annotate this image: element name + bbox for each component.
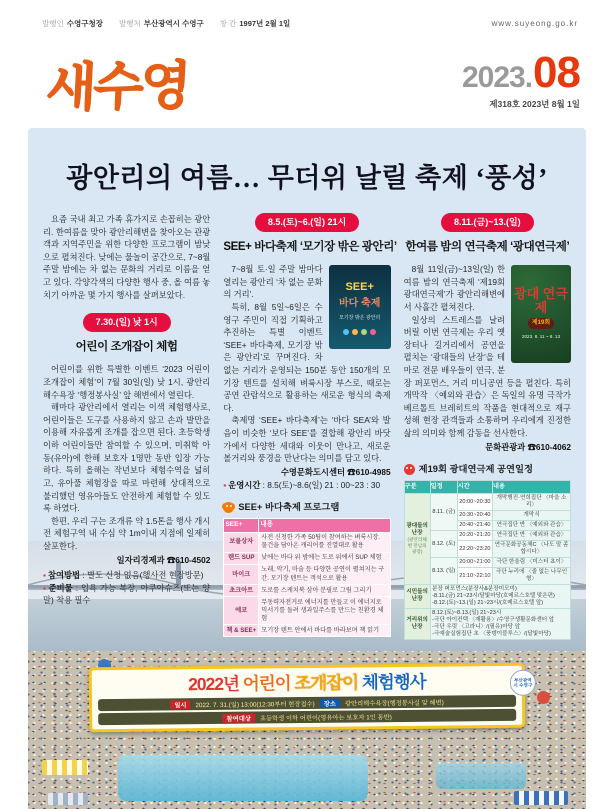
supplies-label: 준비물 [48, 582, 73, 593]
event-tent-blue [514, 791, 568, 805]
poster-line1: 광대 연극제 [514, 286, 568, 316]
article-title-shellfish: 어린이 조개잡이 체험 [75, 340, 178, 353]
table-row [404, 608, 570, 639]
program-name: 마이크 [224, 564, 259, 584]
poster-line2: 제19회 [528, 318, 554, 329]
website-url: www.suyeong.go.kr [491, 19, 578, 28]
program-desc: 노래, 악기, 마술 등 다양한 공연이 펼쳐지는 구간. 모기장 텐트는 객석으로 활용 [259, 564, 390, 584]
banner-title-part3: 조개잡이 [294, 672, 359, 694]
table-row [224, 552, 390, 564]
issue-meta: 제318호 2023년 8월 1일 [489, 98, 580, 109]
banner-datetime-tag: 일시 [170, 700, 190, 709]
schedule-show: 극단 한울림 〈미스터 쵸이〉 [493, 558, 571, 568]
office-value: 부산광역시 수영구 [143, 19, 204, 28]
program-name: 랜드 SUP [224, 552, 259, 564]
schedule-date: 8.11. (금) [430, 494, 457, 531]
table-row [224, 585, 390, 597]
date-badge-sea-festival: 8.5.(토)~6.(일) 21시 [255, 213, 359, 232]
content-panel [28, 128, 586, 809]
table-row [224, 564, 390, 584]
paragraph: 7~8월 토·일 주말 밤마다 열리는 광안리 ‘차 없는 문화의 거리’. [223, 264, 323, 300]
issue-year: 2023 [461, 60, 525, 94]
paragraph: 특히, 8월 5일~6일은 수영구 주민이 직접 기획하고 추진하는 특별 이벤트 ‘SEE+ 바다축제, 모기장 밖은 광안리’로 꾸며진다. 차 없는 거리가 운영되는 150분 동안 150개의 모기장 텐트를 설치해 벼룩시장 부스로, 때로는 공연 관람석으로 활용하는 새로운 형식의 축제다. [223, 301, 391, 413]
schedule-time: 20:30~20:40 [457, 511, 492, 521]
poster-line3: 2023. 8. 11 ~ 8. 13 [521, 333, 561, 339]
group-street-detail: 8.12.(토)~8.13.(일) 21~23시 -극단 아이컨택 〈재활용〉/수영구생활문화센터 앞 -극단 우릿 〈고라니〉/(필유)마당 앞 -극예술실험집단 초 〈풍뎅이블루스〉/(달빛마당) [430, 608, 570, 639]
bullet-icon: ▪ [43, 570, 46, 581]
schedule-col-header: 내용 [493, 481, 571, 494]
schedule-date: 8.12. (토) [430, 531, 457, 558]
bullet-icon: ▪ [43, 582, 47, 593]
schedule-time: 20:40~21:40 [457, 521, 492, 531]
banner-place: 광안리해수욕장(행정봉사실 앞 해변) [344, 699, 444, 708]
clown-mascot-icon [404, 464, 415, 475]
publication-info [42, 18, 290, 29]
schedule-date: 8.13. (일) [430, 558, 457, 585]
hours-value: : 8.5(토)~8.6(일) 21 : 00~23 : 30 [260, 479, 381, 490]
schedule-show: 연극집단 반 〈예외와 관습〉 [493, 521, 571, 531]
newspaper-logo: 새수영 [44, 56, 190, 117]
group-street: 거리위의 난장 [404, 608, 430, 639]
founded-value: 1997년 2월 1일 [239, 19, 291, 28]
program-desc: 낮에는 바다 위 밤에는 도로 위에서 SUP 체험 [259, 552, 390, 564]
program-name: 책 & SEE+ [224, 625, 259, 637]
schedule-time: 20:20~21:20 [457, 531, 492, 541]
banner-target-tag: 참여대상 [222, 713, 254, 722]
theater-festival-poster [511, 265, 571, 363]
poster-decoration [343, 329, 376, 335]
schedule-show: 연극문화공동체C 〈나도 말 좀 합시다〉 [493, 541, 571, 558]
schedule-time: 20:00~21:00 [457, 558, 492, 568]
program-name: 보물상자 [224, 532, 259, 552]
how-to-join-value: : 별도 신청 없음(행사전 현장방문) [80, 570, 204, 581]
table-row [404, 494, 570, 511]
schedule-show: 극단 누리에 〈줄 없는 나무인형〉 [493, 568, 571, 585]
bullet-icon: ▪ [223, 479, 227, 490]
issue-month: 08 [533, 47, 580, 97]
schedule-time: 21:10~22:10 [457, 568, 492, 585]
program-desc: 모기장 텐트 안에서 바다를 바라보며 책 읽기 [259, 625, 390, 637]
date-badge-theater: 8.11.(금)~13.(일) [441, 213, 534, 232]
banner-datetime: 2022. 7. 31.(일) 13:00(12:30부터 현장접수) [195, 700, 315, 709]
schedule-table-title-text: 제19회 광대연극제 공연일정 [418, 464, 533, 475]
banner-title [98, 668, 516, 697]
program-col-header: SEE+ [224, 519, 259, 533]
banner-title-part2: 어린이 [242, 673, 291, 694]
kids-pool [118, 755, 368, 801]
table-row [224, 597, 390, 625]
office-label: 발행처 [118, 19, 141, 28]
publisher-value: 수영구청장 [66, 19, 103, 28]
table-row [224, 532, 390, 552]
article-title-theater: 한여름 밤의 연극축제 ‘광대연극제’ [405, 240, 570, 253]
date-badge-shellfish: 7.30.(일) 낮 1시 [83, 313, 171, 332]
publisher-label: 발행인 [42, 19, 64, 28]
article-title-sea-festival: SEE+ 바다축제 ‘모기장 밖은 광안리’ [223, 240, 397, 253]
banner-info-line2 [98, 709, 516, 725]
hours-line [223, 479, 390, 492]
program-desc: 무동력자전거로 에너지를 만들고 이 에너지로 믹서기를 돌려 생과일주스를 만드는 친환경 체험 [259, 597, 390, 625]
schedule-show: 연극집단 반 〈예외와 관습〉 [493, 531, 571, 541]
banner-target: 초등학생 이하 어린이(영유아는 보호자 1인 동반) [259, 713, 392, 722]
article-shellfish [43, 213, 210, 607]
banner-title-part4: 체험행사 [361, 671, 426, 693]
how-to-join-line [43, 569, 210, 582]
banner-place-tag: 장소 [320, 698, 340, 707]
program-col-header: 내용 [259, 519, 390, 533]
paragraph: 8월 11일(금)~13일(일) 한여름 밤의 연극축제 ‘제19회 광대연극제’가 광안리해변에서 사흘간 펼쳐진다. [403, 264, 505, 312]
schedule-col-header: 일정 [430, 481, 457, 494]
founded-label: 창 간 [219, 19, 237, 28]
program-desc: 사전 신청한 가족 50팀이 참여하는 벼룩시장. 물건을 담아온 캐리어를 진열대로 활용 [259, 532, 390, 552]
paragraph: 일상의 스트레스를 날려 버릴 이번 연극제는 우리 옛 장터나 길거리에서 공연을 펼치는 ‘광대들의 난장’을 테마로 전문 배우들이 연극, 분장 퍼포먼스, 거리 미니공연 등을 펼친다. 특히 개막작 〈예외와 관습〉은 독일의 유명 극작가 베르톨트 브레히트의 작품을 현대적으로 재구성해 현장 관객들과 소통하며 우리에게 진정한 삶의 의미와 함께 감동을 선사한다. [403, 314, 571, 439]
schedule-show: 개막식 [493, 511, 571, 521]
sea-festival-program-table [223, 518, 390, 637]
how-to-join-label: 참여방법 [47, 570, 81, 581]
table-row [404, 585, 570, 609]
intro-paragraph: 요즘 국내 최고 가족 휴가지로 손꼽히는 광안리. 한여름을 맞아 광안리해변을 찾아오는 관광객과 지역주민을 위한 다양한 프로그램이 밤낮으로 펼쳐진다. 낮에는 물놀이 공간으로, 7~8월 주말 밤에는 차 없는 문화의 거리로 이름을 얻고 있다. 각양각색의 다양한 행사 중, 올 여름 놓치기 아까운 몇 가지 행사를 살펴보았다. [43, 214, 211, 300]
sea-festival-poster [329, 265, 391, 349]
banner-title-part1: 2022년 [188, 673, 240, 695]
paragraph: 어린이를 위한 특별한 이벤트 ‘2023 어린이 조개잡이 체험’이 7월 30일(일) 낮 1시, 광안리해수욕장 ‘행정봉사실’ 앞 해변에서 열린다. [43, 364, 211, 400]
article-theater-festival [404, 213, 571, 640]
umbrella-icon [537, 691, 550, 704]
paragraph: 한편, 우리 구는 조개류 약 1.5톤을 행사 개시 전 체험구역 내 수심 약 1m이내 지점에 일제히 살포한다. [43, 515, 211, 551]
event-tent-gray [48, 793, 88, 805]
schedule-time: 20:00~20:30 [457, 494, 492, 511]
schedule-col-header: 시간 [457, 481, 492, 494]
schedule-show: 개막행진·연희집단 〈마을 소리〉 [493, 494, 571, 511]
article-columns [28, 195, 586, 640]
poster-line1: SEE+ [345, 281, 374, 294]
kids-pool-small [436, 763, 526, 789]
poster-line3: 모기장 밖은 광안리 [338, 315, 381, 322]
participation-notes [43, 569, 210, 607]
schedule-time: 22:20~23:20 [457, 541, 492, 558]
program-table-title [223, 500, 390, 514]
program-table-title-text: SEE+ 바다축제 프로그램 [238, 502, 340, 513]
issue-block [461, 47, 580, 110]
event-banner [89, 663, 533, 733]
group-citizens: 시민들의 난장 [404, 585, 430, 609]
contact-culture-city-center: 수영문화도시센터 ☎610-4985 [280, 466, 391, 477]
suyeong-gu-logo: 부산광역시 수영구 [510, 670, 536, 696]
group-clowns-venue: (광안리해변 만남의 광장) [407, 537, 427, 554]
poster-line2: 바다 축제 [338, 298, 381, 310]
program-name: 에코 [224, 597, 259, 625]
issue-dot: . [524, 60, 534, 94]
contact-culture-tourism: 문화관광과 ☎610-4062 [485, 441, 571, 452]
article-sea-festival [223, 213, 397, 637]
group-citizens-detail: 분장 퍼포먼스(분장사&분장미모미) -8.11.(금) 21~23시/달빛마당(호메르스호텔 맞은편) -8.12.(토)~13.(일) 21~23시/(호메르스호텔 앞) [430, 585, 570, 609]
paragraph: 해마다 광안리에서 열리는 이색 체험행사로, 어린이들은 도구를 사용하지 않고 손과 발만을 이용해 자유롭게 조개를 잡으면 된다. 초등학생 이하 어린이들만 참여할 수 있으며, 미취학 아동(유아)에 한해 보호자 1명만 동반 입장 가능하다. 특히 올해는 작년보다 체험수역을 넓히고, 유아풀 체험장을 따로 마련해 상대적으로 불리했던 영유아들도 안전하게 체험할 수 있도록 하였다. [43, 402, 211, 514]
program-desc: 도로를 스케치북 삼아 분필로 그림 그리기 [259, 585, 390, 597]
table-row [224, 625, 390, 637]
supplies-line [43, 582, 210, 607]
masthead [46, 42, 580, 120]
paragraph: 축제명 ‘SEE+ 바다축제’는 ‘바다 SEA’와 발음이 비슷한 ‘보다 SEE’를 결합해 광안리 바닷가에서 다양한 세대와 이웃이 만나고, 새로운 볼거리와 풍경을 만난다는 의미를 담고 있다. [223, 415, 391, 464]
event-tent-yellow [42, 760, 88, 775]
schedule-table-title [404, 462, 571, 476]
supplies-value: : 입욕 가능 복장, 아쿠아슈즈(또는 양말) 착용 필수 [43, 582, 211, 606]
topbar [42, 18, 578, 29]
crab-mascot-icon [223, 502, 234, 513]
group-clowns: 광대들의 난장 (광안리해변 만남의 광장) [404, 494, 430, 585]
program-name: 초크아트 [224, 585, 259, 597]
theater-schedule-table [404, 480, 571, 639]
main-headline: 광안리의 여름… 무더위 날릴 축제 ‘풍성’ [66, 163, 548, 193]
schedule-col-header: 구분 [404, 481, 430, 494]
hours-label: 운영시간 [228, 479, 261, 490]
contact-jobs-economy: 일자리경제과 ☎610-4502 [116, 554, 211, 565]
